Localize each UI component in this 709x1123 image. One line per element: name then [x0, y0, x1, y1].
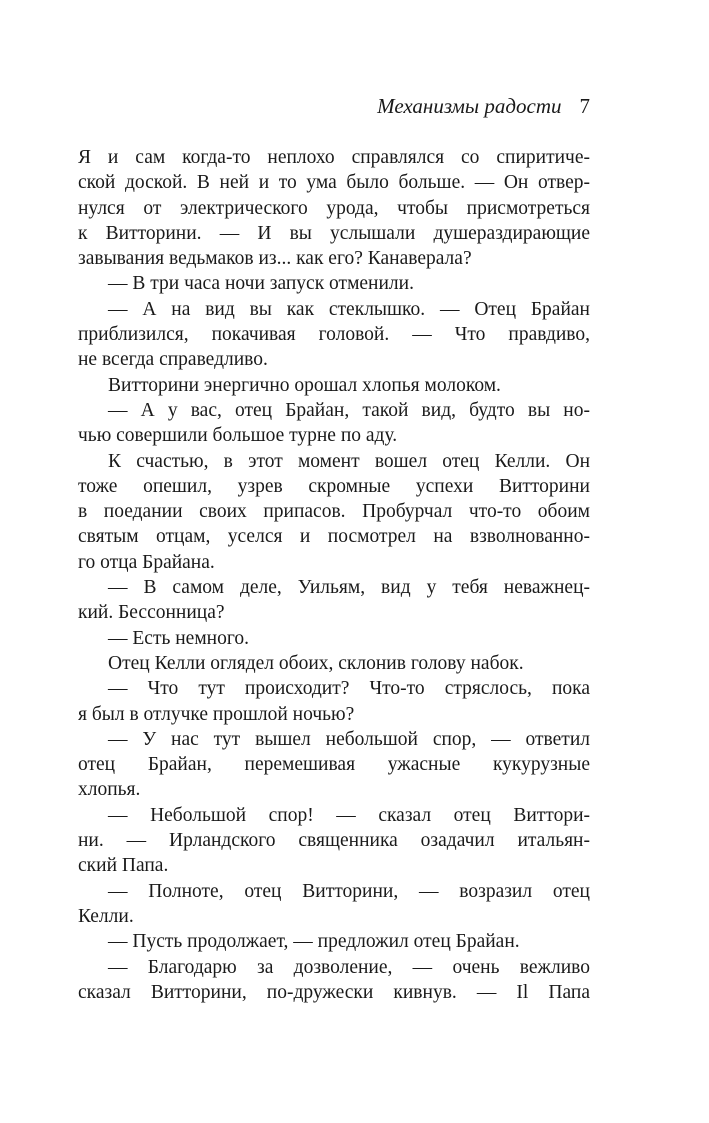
- text-line: в поедании своих припасов. Пробурчал что-то обоим: [78, 501, 590, 523]
- text-line: сказал Витторини, по-дружески кивнув. — Il Папа: [78, 981, 590, 1003]
- text-line: — В самом деле, Уильям, вид у тебя неважнец-: [108, 577, 590, 599]
- text-line: — Благодарю за дозволение, — очень вежливо: [108, 956, 590, 978]
- text-line: тоже опешил, узрев скромные успехи Витторини: [78, 475, 590, 497]
- text-line: Отец Келли оглядел обоих, склонив голову набок.: [108, 652, 524, 674]
- text-line: — А у вас, отец Брайан, такой вид, будто вы но-: [108, 399, 590, 421]
- text-line: я был в отлучке прошлой ночью?: [78, 703, 355, 725]
- running-head: [78, 94, 590, 122]
- text-line: — У нас тут вышел небольшой спор, — ответил: [108, 728, 590, 750]
- text-line: завывания ведьмаков из... как его? Канаверала?: [78, 248, 472, 270]
- text-line: чью совершили большое турне по аду.: [78, 425, 398, 447]
- text-line: — Небольшой спор! — сказал отец Виттори-: [108, 804, 590, 826]
- text-line: кий. Бессонница?: [78, 602, 225, 624]
- text-line: го отца Брайана.: [78, 551, 215, 573]
- text-line: святым отцам, уселся и посмотрел на взволнованно-: [78, 526, 590, 548]
- text-line: — Полноте, отец Витторини, — возразил отец: [108, 880, 590, 902]
- page-number: 7: [579, 94, 590, 118]
- text-line: Витторини энергично орошал хлопья молоком.: [108, 374, 501, 396]
- running-title: Механизмы радости: [377, 94, 562, 118]
- text-line: — Что тут происходит? Что-то стряслось, пока: [108, 678, 590, 700]
- text-line: хлопья.: [78, 779, 141, 801]
- text-line: ской доской. В ней и то ума было больше. — Он отвер-: [78, 172, 590, 194]
- text-line: ский Папа.: [78, 855, 169, 877]
- body-text: [78, 145, 590, 1005]
- text-line: приблизился, покачивая головой. — Что правдиво,: [78, 324, 590, 346]
- text-line: Келли.: [78, 905, 134, 927]
- text-line: к Витторини. — И вы услышали душераздирающие: [78, 222, 590, 244]
- text-line: — Есть немного.: [108, 627, 249, 649]
- text-line: К счастью, в этот момент вошел отец Келли. Он: [108, 450, 590, 472]
- text-line: не всегда справедливо.: [78, 349, 268, 371]
- text-line: нулся от электрического урода, чтобы присмотреться: [78, 197, 590, 219]
- text-line: ни. — Ирландского священника озадачил итальян-: [78, 830, 590, 852]
- text-line: — В три часа ночи запуск отменили.: [108, 273, 414, 295]
- text-line: Я и сам когда-то неплохо справлялся со спиритиче-: [78, 147, 590, 168]
- text-line: отец Брайан, перемешивая ужасные кукурузные: [78, 754, 590, 776]
- text-line: — А на вид вы как стеклышко. — Отец Брайан: [108, 298, 590, 320]
- text-line: — Пусть продолжает, — предложил отец Брайан.: [108, 931, 520, 953]
